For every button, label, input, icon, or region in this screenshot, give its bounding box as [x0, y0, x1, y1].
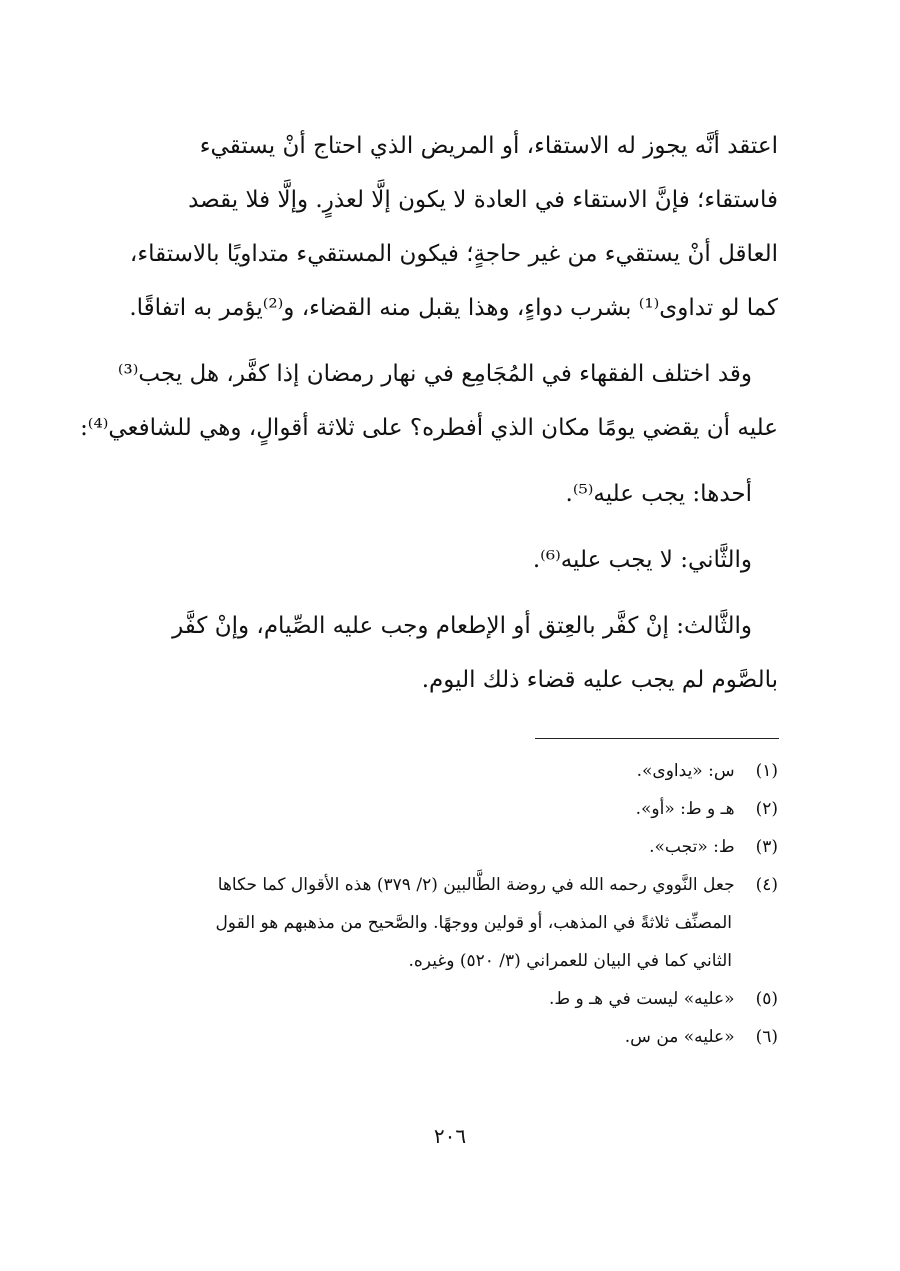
text-line: فاستقاء؛ فإنَّ الاستقاء في العادة لا يكون إلَّا لعذرٍ. وإلَّا فلا يقصد [188, 187, 778, 213]
text-line: كما لو تداوى⁽¹⁾ بشرب دواءٍ، وهذا يقبل منه القضاء، و⁽²⁾يؤمر به اتفاقًا. [129, 295, 778, 321]
text-line: وقد اختلف الفقهاء في المُجَامِع في نهار رمضان إذا كفَّر، هل يجب⁽³⁾ [117, 361, 752, 387]
text-line: اعتقد أنَّه يجوز له الاستقاء، أو المريض الذي احتاج أنْ يستقيء [199, 133, 778, 159]
footnote-text: «عليه» من س. [624, 1027, 735, 1047]
footnote-number: (٢) [755, 799, 778, 819]
footnote-2 [118, 794, 778, 832]
footnote-4-continued [118, 908, 778, 946]
footnote-3 [118, 832, 778, 870]
footnotes [118, 756, 778, 1060]
footnote-number: (٣) [755, 837, 778, 857]
footnote-number: (٦) [755, 1027, 778, 1047]
text-line: عليه أن يقضي يومًا مكان الذي أفطره؟ على ثلاثة أقوالٍ، وهي للشافعي⁽⁴⁾: [80, 415, 778, 441]
footnote-number: (١) [755, 761, 778, 781]
text-line: أحدها: يجب عليه⁽⁵⁾. [565, 481, 752, 507]
footnote-5 [118, 984, 778, 1022]
text-line: والثَّاني: لا يجب عليه⁽⁶⁾. [532, 547, 752, 573]
footnote-1 [118, 756, 778, 794]
footnote-text: جعل النَّووي رحمه الله في روضة الطَّالبين (٢/ ٣٧٩) هذه الأقوال كما حكاها [217, 875, 735, 895]
footnote-6 [118, 1022, 778, 1060]
footnote-text: «عليه» ليست في هـ و ط. [549, 989, 735, 1009]
footnote-divider [535, 738, 779, 739]
page-number: ٢٠٦ [433, 1124, 467, 1148]
text-line: والثَّالث: إنْ كفَّر بالعِتق أو الإطعام وجب عليه الصِّيام، وإنْ كفَّر [172, 613, 752, 639]
main-text [80, 126, 778, 714]
footnote-text: الثاني كما في البيان للعمراني (٣/ ٥٢٠) وغيره. [408, 951, 732, 971]
footnote-text: س: «يداوى». [636, 761, 735, 781]
footnote-text: ط: «تجب». [649, 837, 735, 857]
footnote-4 [118, 870, 778, 908]
footnote-number: (٤) [755, 875, 778, 895]
footnote-text: المصنِّف ثلاثةً في المذهب، أو قولين ووجهًا. والصَّحيح من مذهبهم هو القول [215, 913, 732, 933]
text-line: العاقل أنْ يستقيء من غير حاجةٍ؛ فيكون المستقيء متداويًا بالاستقاء، [129, 241, 778, 267]
text-line: بالصَّوم لم يجب عليه قضاء ذلك اليوم. [421, 667, 778, 693]
footnote-text: هـ و ط: «أو». [635, 799, 735, 819]
footnote-4-continued [118, 946, 778, 984]
footnote-number: (٥) [755, 989, 778, 1009]
